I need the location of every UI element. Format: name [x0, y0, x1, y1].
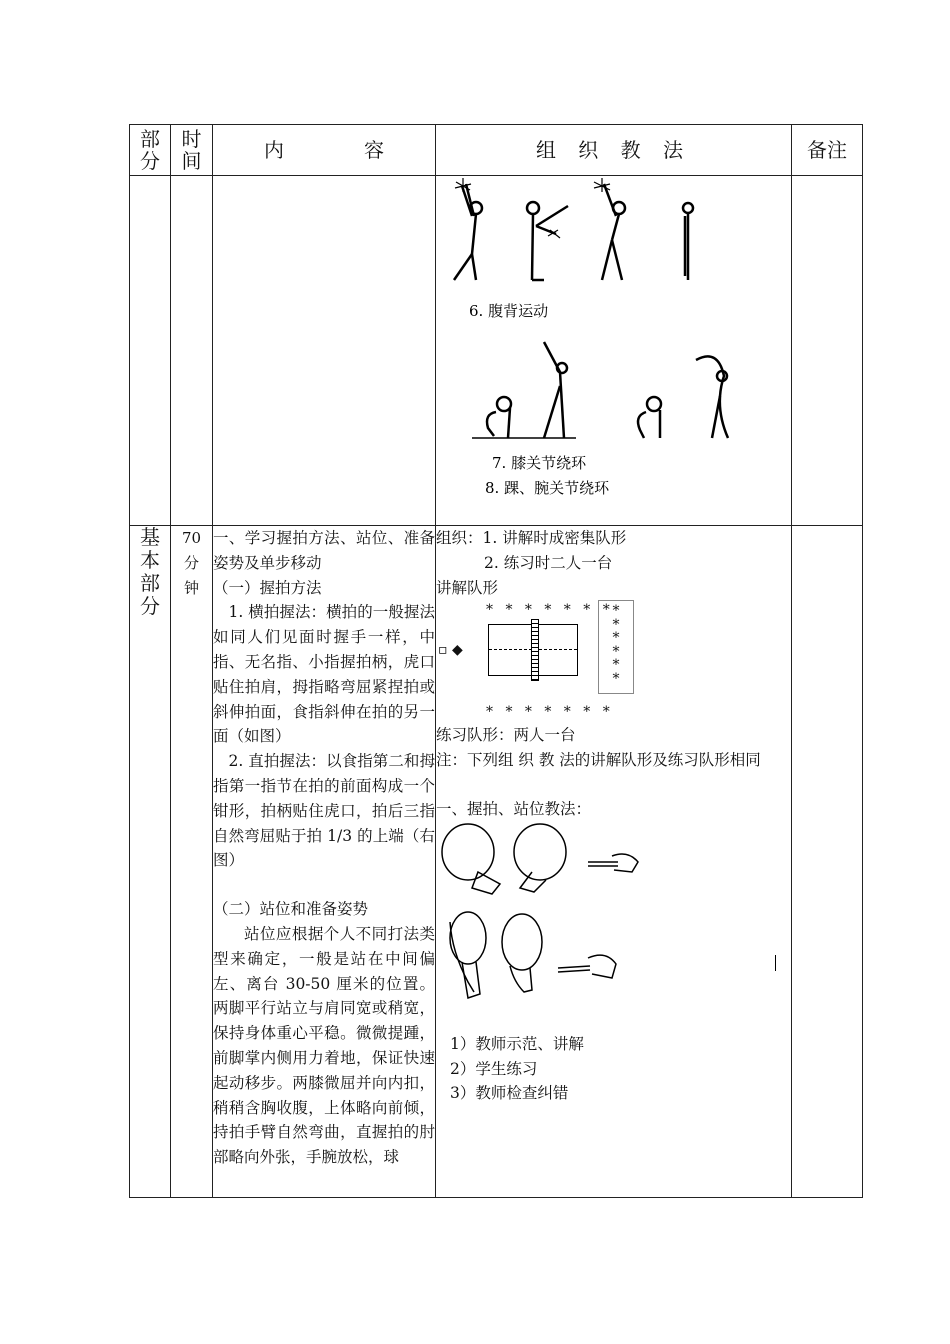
content-para1: 1. 横拍握法：横拍的一般握法如同人们见面时握手一样，中指、无名指、小指握拍柄，虎口贴住拍肩，拇指略弯屈紧捏拍或斜伸拍面，食指斜伸在拍的另一面（如图）: [213, 603, 435, 746]
teach-step-2: 2）学生练习: [450, 1059, 538, 1078]
warmup-note-cell: [792, 176, 863, 526]
formation-note: 注：下列组 织 教 法的讲解队形及练习队形相同: [436, 751, 761, 770]
teach-step-1: 1）教师示范、讲解: [450, 1034, 584, 1053]
stars-bottom: * * * * * * *: [486, 704, 614, 721]
practice-formation-label: 练习队形：两人一台: [436, 726, 576, 745]
part-char: 本: [140, 548, 160, 572]
warmup-part-cell: [130, 176, 171, 526]
formation-diagram: [436, 600, 791, 723]
time-value: 70: [181, 529, 202, 547]
grip-method-title: 一、握拍、站位教法：: [436, 799, 592, 818]
explain-formation-label: 讲解队形: [436, 578, 499, 597]
cursor-mark: [775, 955, 776, 971]
header-note: 备注: [792, 125, 863, 176]
time-unit: 钟: [183, 579, 199, 597]
main-note-cell: [792, 526, 863, 1198]
stars-top: * * * * * * *: [486, 602, 614, 619]
fig-label-8: 8. 踝、腕关节绕环: [485, 479, 610, 497]
part-char: 基: [140, 525, 160, 549]
part-char: 分: [140, 594, 160, 618]
stars-side: * * * * * *: [598, 600, 634, 694]
grip-illustrations: [428, 822, 768, 1022]
part-char: 部: [140, 571, 160, 595]
content-sub1: （一）握拍方法: [213, 578, 322, 597]
main-time-cell: [171, 526, 213, 1198]
header-part: 部分: [130, 125, 171, 176]
content-para2: 2. 直拍握法：以食指第二和拇指第一指节在拍的前面构成一个钳形，拍柄贴住虎口，拍后三指自然弯屈贴于拍 1/3 的上端（右图）: [213, 752, 435, 870]
main-part-cell: [130, 526, 171, 1198]
warmup-method-cell: [436, 176, 792, 526]
main-method-cell: [436, 526, 792, 1198]
header-method: 组 织 教 法: [436, 125, 792, 176]
content-sub2: （二）站位和准备姿势: [213, 900, 369, 919]
lesson-plan-table: [129, 124, 863, 1198]
warmup-row: [130, 176, 863, 526]
header-time: 时间: [171, 125, 213, 176]
fig-label-7: 7. 膝关节绕环: [492, 454, 587, 472]
org-line2: 2. 练习时二人一台: [484, 553, 613, 572]
main-row: [130, 526, 863, 1198]
warmup-content-cell: [213, 176, 436, 526]
teach-step-3: 3）教师检查纠错: [450, 1084, 569, 1103]
header-row: [130, 125, 863, 176]
teacher-marker-icon: ▫ ◆: [438, 642, 463, 659]
header-content: 内 容: [213, 125, 436, 176]
org-line1: 组织：1. 讲解时成密集队形: [436, 529, 627, 547]
time-unit: 分: [183, 554, 199, 572]
warmup-time-cell: [171, 176, 213, 526]
main-content-cell: [213, 526, 436, 1198]
content-heading: 一、学习握拍方法、站位、准备姿势及单步移动: [213, 529, 435, 572]
content-para3: 站位应根据个人不同打法类型来确定，一般是站在中间偏左、离台 30-50 厘米的位置。两脚平行站立与肩同宽或稍宽，保持身体重心平稳。微微提踵，前脚掌内侧用力着地，保证快速起动移步。两膝微屈并向内扣，稍稍含胸收腹，上体略向前倾，持拍手臂自然弯曲，直握拍的肘部略向外张，手腕放松，球: [213, 924, 435, 1167]
table-tennis-table: [488, 624, 578, 676]
stick-figure-group-1: [454, 184, 693, 280]
exercise-figures: [436, 176, 792, 525]
stick-figure-group-2: [472, 342, 728, 438]
fig-label-6: 6. 腹背运动: [469, 302, 549, 320]
